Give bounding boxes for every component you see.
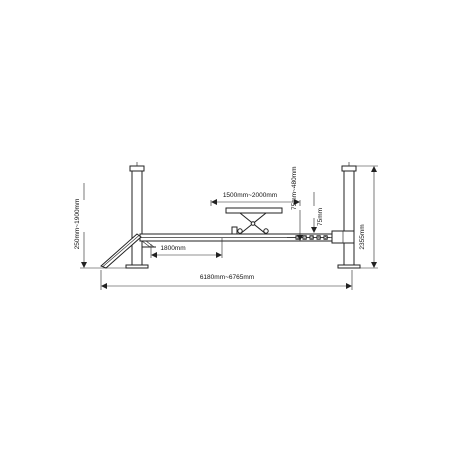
dimension-jack-travel [211,192,300,206]
lift-height-label: 250mm~1900mm [74,198,81,250]
runway-extension-label: 1800mm [160,245,186,252]
svg-text:2: 2 [303,235,306,240]
jack-travel-label: 1500mm~2000mm [222,192,278,199]
svg-text:3: 3 [310,235,313,240]
lock-mark [303,236,306,240]
dimension-jack-clearance [310,192,324,234]
jack-clearance-label: 75mm [317,207,324,227]
lock-mark [296,236,299,240]
dimension-post-height [356,166,378,268]
post-height-label: 2355mm [359,224,366,250]
lock-mark [310,236,313,240]
dimension-jack-height [291,166,300,240]
lock-mark [317,236,320,240]
right-post [338,162,360,268]
rolling-jack [226,208,282,234]
svg-text:5: 5 [324,235,327,240]
dimension-total-length [101,270,352,290]
jack-height-label: 75mm~480mm [291,166,298,210]
total-length-label: 6180mm~6765mm [199,274,255,281]
svg-text:4: 4 [317,235,320,240]
cross-beam [332,231,354,243]
left-post [126,162,148,268]
svg-text:1: 1 [296,235,299,240]
lock-mark [324,236,327,240]
